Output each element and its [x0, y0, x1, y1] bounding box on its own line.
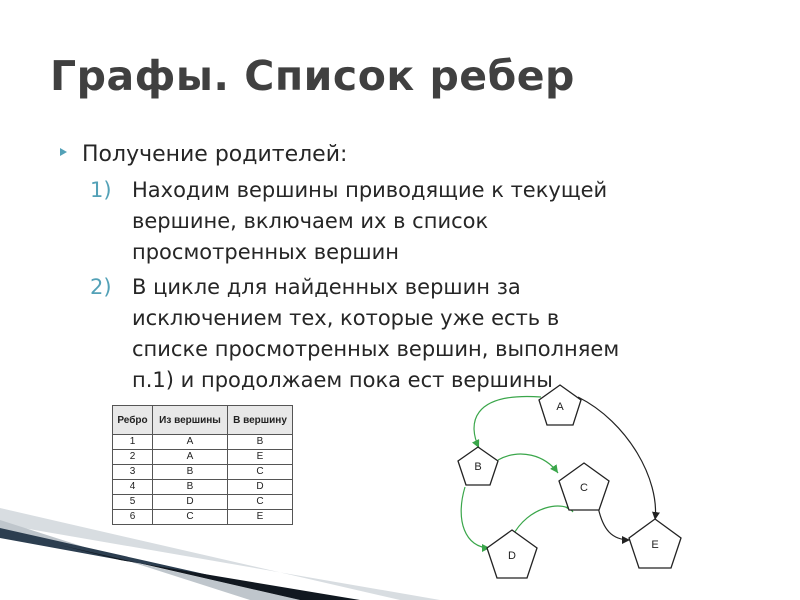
edge-list-table — [112, 405, 293, 525]
slide-title: Графы. Список ребер — [50, 52, 575, 100]
node-label-b: B — [474, 461, 482, 473]
edge-b-c — [498, 454, 558, 473]
cell-from: D — [153, 495, 228, 510]
cell-to: B — [228, 435, 293, 450]
item-line: исключением тех, которые уже есть в — [132, 306, 560, 330]
edge-b-d — [461, 487, 490, 548]
column-header-from: Из вершины — [153, 406, 228, 435]
cell-to: E — [228, 510, 293, 525]
cell-from: B — [153, 465, 228, 480]
table-row — [113, 435, 293, 450]
item-line: списке просмотренных вершин, выполняем — [132, 337, 620, 361]
table-row — [113, 480, 293, 495]
item-line: п.1) и продолжаем пока ест вершины — [132, 368, 553, 392]
cell-edge: 2 — [113, 450, 153, 465]
cell-edge: 3 — [113, 465, 153, 480]
cell-to: E — [228, 450, 293, 465]
cell-edge: 1 — [113, 435, 153, 450]
item-line: вершине, включаем их в список — [132, 209, 489, 233]
item-line: просмотренных вершин — [132, 240, 399, 264]
node-label-a: A — [556, 401, 564, 413]
item-number: 2) — [90, 275, 112, 299]
cell-from: A — [153, 450, 228, 465]
cell-edge: 6 — [113, 510, 153, 525]
table-row — [113, 495, 293, 510]
item-line: В цикле для найденных вершин за — [132, 275, 521, 299]
item-line: Находим вершины приводящие к текущей — [132, 178, 608, 202]
table-row — [113, 510, 293, 525]
table-header-row — [113, 406, 293, 435]
bullet-text: Получение родителей: — [82, 142, 348, 167]
cell-from: C — [153, 510, 228, 525]
column-header-to: В вершину — [228, 406, 293, 435]
edge-d-c — [512, 506, 573, 537]
column-header-edge: Ребро — [113, 406, 153, 435]
cell-to: D — [228, 480, 293, 495]
cell-edge: 5 — [113, 495, 153, 510]
table-row — [113, 450, 293, 465]
node-label-e: E — [651, 539, 659, 551]
cell-to: C — [228, 495, 293, 510]
cell-edge: 4 — [113, 480, 153, 495]
graph-node-d — [487, 530, 537, 578]
cell-from: A — [153, 435, 228, 450]
cell-from: B — [153, 480, 228, 495]
cell-to: C — [228, 465, 293, 480]
graph-node-b — [458, 447, 498, 485]
graph-node-c — [559, 463, 609, 510]
edge-c-e — [598, 507, 630, 540]
node-label-d: D — [508, 550, 516, 562]
table-row — [113, 465, 293, 480]
graph-node-e — [629, 519, 681, 568]
node-label-c: C — [580, 482, 588, 494]
item-number: 1) — [90, 178, 112, 202]
graph-node-a — [539, 385, 581, 425]
edge-a-b — [474, 396, 541, 448]
